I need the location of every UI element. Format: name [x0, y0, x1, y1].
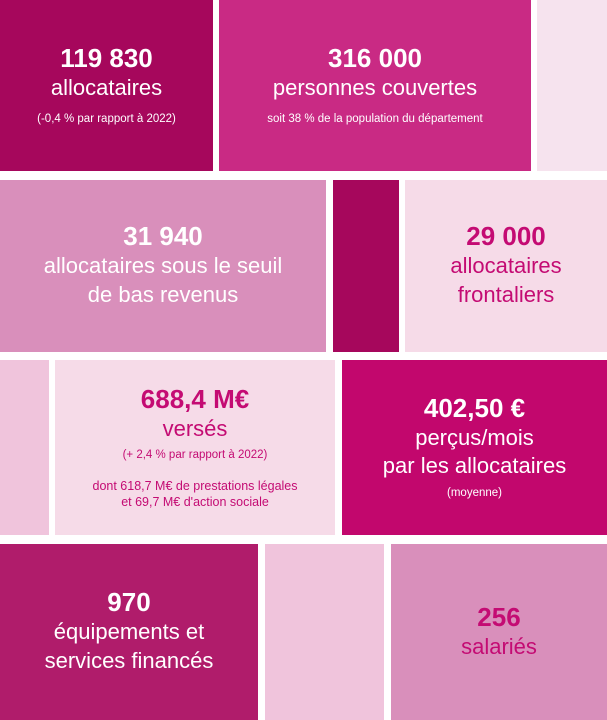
tile-frontaliers: [405, 180, 607, 352]
decorative-block: [333, 180, 399, 352]
tile-equipements: [0, 544, 258, 720]
personnes-label: personnes couvertes: [272, 75, 478, 101]
salaries-label: salariés: [461, 633, 537, 659]
percus-label-2: par les allocataires: [382, 453, 567, 479]
allocataires-label: allocataires: [50, 75, 163, 101]
bas-revenus-label-2: de bas revenus: [87, 281, 239, 307]
tile-personnes-couvertes: [219, 0, 531, 171]
tile-allocataires: [0, 0, 213, 171]
frontaliers-label-1: allocataires: [450, 253, 562, 279]
verses-detail-1: dont 618,7 M€ de prestations légales: [92, 478, 298, 493]
verses-label: versés: [162, 415, 228, 441]
frontaliers-count: 29 000: [466, 221, 546, 252]
personnes-note: soit 38 % de la population du département: [267, 112, 483, 125]
tile-bas-revenus: [0, 180, 326, 352]
personnes-count: 316 000: [328, 43, 422, 74]
percus-label-1: perçus/mois: [415, 424, 534, 450]
tile-montant-verse: [55, 360, 335, 535]
bas-revenus-label-1: allocataires sous le seuil: [43, 253, 283, 279]
percus-note: (moyenne): [447, 486, 502, 499]
allocataires-note: (-0,4 % par rapport à 2022): [37, 112, 176, 125]
decorative-block: [0, 360, 49, 535]
decorative-block: [265, 544, 384, 720]
verses-amount: 688,4 M€: [140, 383, 250, 414]
tile-montant-mensuel: [342, 360, 607, 535]
allocataires-count: 119 830: [60, 43, 153, 74]
bas-revenus-count: 31 940: [123, 221, 203, 252]
equipements-label-1: équipements et: [53, 619, 205, 645]
percus-amount: 402,50 €: [423, 392, 526, 423]
equipements-count: 970: [107, 587, 151, 618]
tile-salaries: [391, 544, 607, 720]
frontaliers-label-2: frontaliers: [457, 281, 555, 307]
verses-detail-2: et 69,7 M€ d'action sociale: [121, 494, 269, 509]
salaries-count: 256: [477, 601, 521, 632]
equipements-label-2: services financés: [44, 647, 214, 673]
verses-note: (+ 2,4 % par rapport à 2022): [122, 449, 268, 462]
decorative-block: [537, 0, 607, 171]
